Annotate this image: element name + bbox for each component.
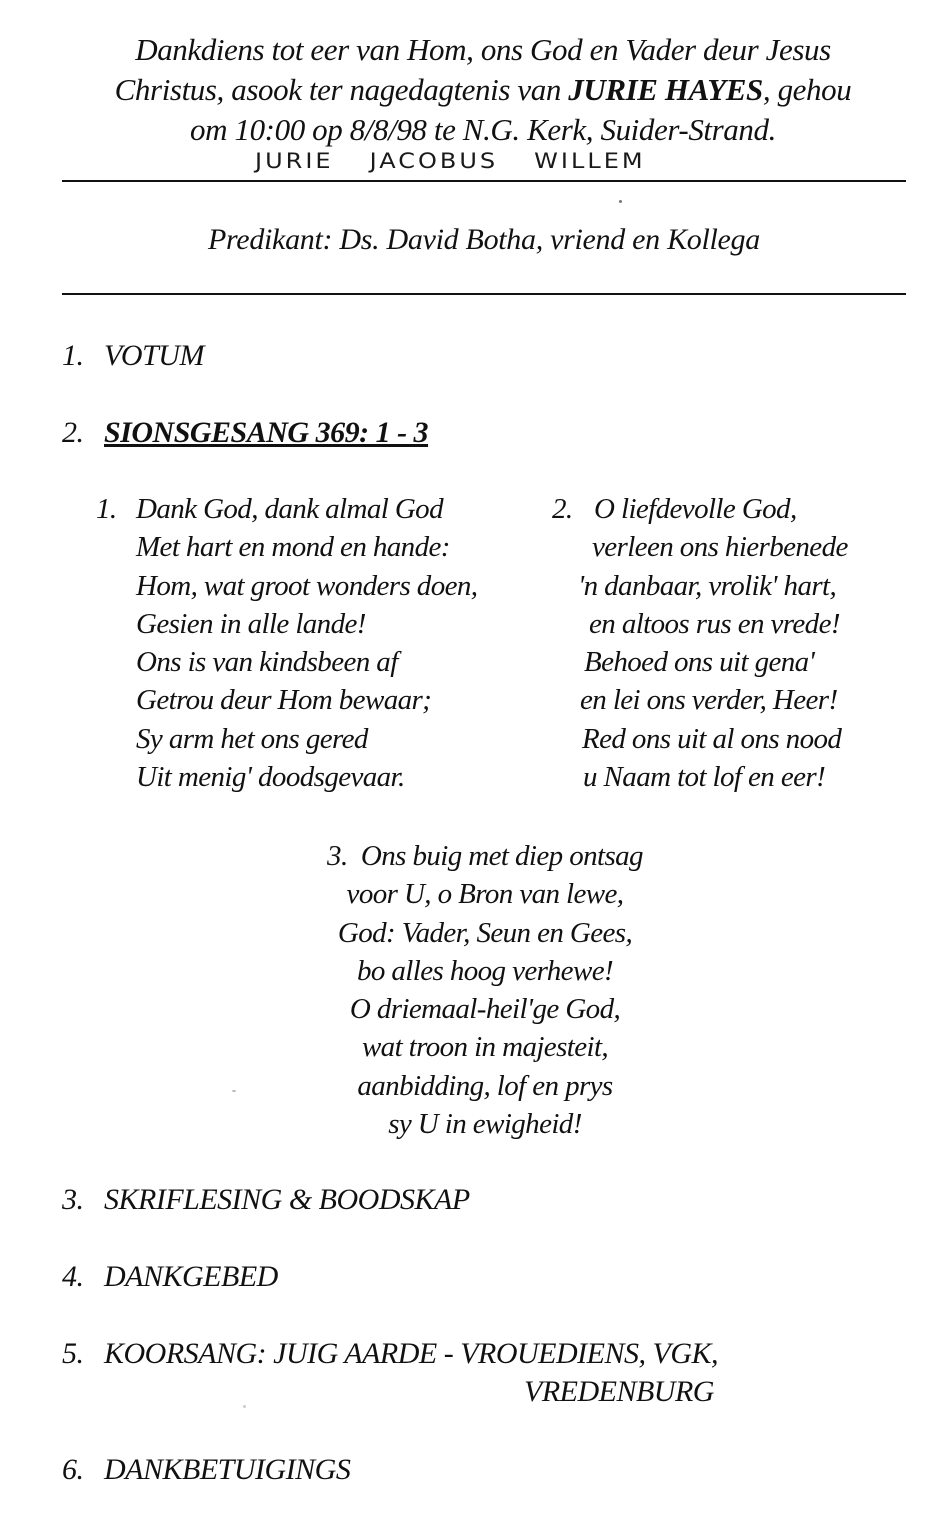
verse-line: Gesien in alle lande! <box>136 607 366 640</box>
hymn-verse-2 <box>552 490 848 796</box>
program-item-6 <box>62 1450 350 1490</box>
header-line-2 <box>60 70 906 110</box>
verse-line: 3. Ons buig met diep ontsag <box>327 840 643 872</box>
verse-line: Behoed ons uit gena' <box>584 646 815 679</box>
deceased-name: JURIE HAYES <box>568 72 763 107</box>
program-item-number: 1. <box>62 339 84 372</box>
scan-speck <box>232 1090 236 1092</box>
verse-line: sy U in ewigheid! <box>388 1108 582 1141</box>
program-item-5 <box>62 1334 718 1374</box>
program-item-4 <box>62 1257 278 1297</box>
header-divider <box>62 180 906 182</box>
verse-line: Ons is van kindsbeen af <box>136 646 398 679</box>
verse-line: verleen ons hierbenede <box>592 531 848 564</box>
header-line-3: om 10:00 op 8/8/98 te N.G. Kerk, Suider-Strand. <box>190 112 776 147</box>
preacher-line: Predikant: Ds. David Botha, vriend en Kollega <box>208 223 760 256</box>
header-line-2-pre: Christus, asook ter nagedagtenis van <box>114 72 569 107</box>
verse-line: Uit menig' doodsgevaar. <box>136 761 405 794</box>
verse-line: Hom, wat groot wonders doen, <box>136 569 478 602</box>
program-item-number: 5. <box>62 1337 84 1370</box>
verse-line: Getrou deur Hom bewaar; <box>136 684 432 717</box>
handwritten-word-3: WILLEM <box>534 148 646 174</box>
program-item-3 <box>62 1180 470 1220</box>
header-line-2-post: , gehou <box>762 72 852 107</box>
handwritten-word-2: JACOBUS <box>369 148 499 174</box>
verse-line: 'n danbaar, vrolik' hart, <box>578 569 837 602</box>
verse-line: O driemaal-heil'ge God, <box>349 993 621 1026</box>
preacher-divider <box>62 293 906 295</box>
verse-lines <box>578 490 848 796</box>
program-item-number: 6. <box>62 1453 84 1486</box>
program-item-2 <box>62 413 428 453</box>
program-item-title: KOORSANG: JUIG AARDE - VROUEDIENS, VGK, <box>104 1337 719 1370</box>
program-item-number: 3. <box>62 1183 84 1216</box>
verse-line: Dank God, dank almal God <box>136 493 443 525</box>
program-item-title: SKRIFLESING & BOODSKAP <box>104 1183 470 1216</box>
program-item-number: 4. <box>62 1260 84 1293</box>
hymn-verse-3 <box>290 837 680 1143</box>
verse-line: bo alles hoog verhewe! <box>356 954 614 987</box>
verse-line: u Naam tot lof en eer! <box>583 761 826 794</box>
verse-number: 2. <box>552 493 573 525</box>
program-item-title: VOTUM <box>104 339 204 372</box>
verse-line: Sy arm het ons gered <box>136 722 368 755</box>
verse-line: Met hart en mond en hande: <box>136 531 450 564</box>
verse-number: 3. <box>327 840 348 872</box>
program-item-5-continuation: VREDENBURG <box>524 1375 714 1408</box>
program-item-number: 2. <box>62 416 84 449</box>
verse-line: voor U, o Bron van lewe, <box>346 878 624 911</box>
handwritten-full-name <box>255 148 646 173</box>
verse-line: God: Vader, Seun en Gees, <box>337 916 633 949</box>
hymn-verse-1 <box>96 490 477 796</box>
handwritten-word-1: JURIE <box>255 148 334 174</box>
scan-speck <box>243 1405 246 1408</box>
verse-line: aanbidding, lof en prys <box>357 1069 613 1102</box>
program-item-title: DANKGEBED <box>104 1260 278 1293</box>
verse-lines <box>136 490 477 796</box>
scan-speck <box>619 200 622 203</box>
verse-line: en lei ons verder, Heer! <box>580 684 838 717</box>
program-item-title: SIONSGESANG 369: 1 - 3 <box>104 416 429 449</box>
verse-number: 1. <box>96 493 117 525</box>
verse-line: wat troon in majesteit, <box>361 1031 609 1064</box>
verse-line: Red ons uit al ons nood <box>582 722 842 755</box>
header-line-1: Dankdiens tot eer van Hom, ons God en Vader deur Jesus <box>135 32 831 67</box>
verse-line: en altoos rus en vrede! <box>589 607 840 640</box>
service-header <box>60 30 906 150</box>
verse-line: O liefdevolle God, <box>594 493 797 525</box>
program-item-1 <box>62 336 204 376</box>
program-item-title: DANKBETUIGINGS <box>104 1453 351 1486</box>
